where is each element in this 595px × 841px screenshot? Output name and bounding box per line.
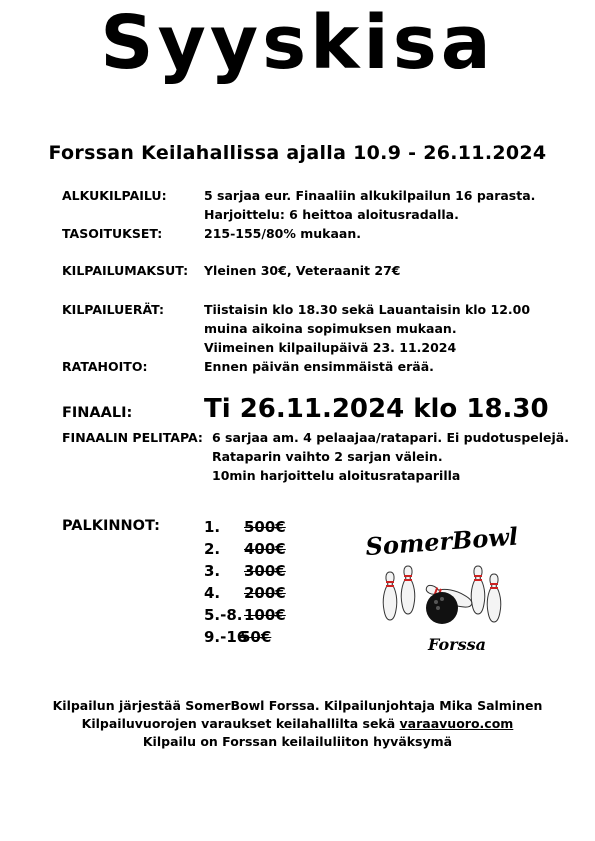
prize-amount: 100€ — [244, 606, 286, 624]
prize-amount: 500€ — [244, 518, 286, 536]
finaali-value: Ti 26.11.2024 klo 18.30 — [204, 394, 549, 424]
page-subtitle: Forssan Keilahallissa ajalla 10.9 - 26.11.2024 — [48, 142, 547, 164]
tasoitukset-label: TASOITUKSET: — [62, 226, 163, 241]
prize-row — [204, 584, 286, 602]
palkinnot-label: PALKINNOT: — [62, 518, 160, 534]
footer-line3: Kilpailu on Forssan keilailuliiton hyväksymä — [142, 734, 453, 749]
kilpailumaksut-value: Yleinen 30€, Veteraanit 27€ — [204, 263, 401, 278]
prize-row — [204, 540, 286, 558]
finaalin-pelitapa-line1: 6 sarjaa am. 4 pelaajaa/ratapari. Ei pudotuspelejä. — [212, 430, 569, 445]
kilpailuerat-line2: muina aikoina sopimuksen mukaan. — [204, 321, 457, 336]
footer-line2 — [0, 716, 595, 731]
bowling-ball-icon — [426, 592, 458, 624]
kilpailumaksut-label: KILPAILUMAKSUT: — [62, 263, 189, 278]
prize-amount: 50€ — [240, 628, 272, 646]
finaali-label: FINAALI: — [62, 405, 133, 421]
alkukilpailu-line1: 5 sarjaa eur. Finaaliin alkukilpailun 16 parasta. — [204, 188, 536, 203]
logo-brand-text: SomerBowl — [364, 521, 519, 562]
prize-amount: 400€ — [244, 540, 286, 558]
page-title: Syyskisa — [100, 0, 495, 86]
kilpailuerat-label: KILPAILUERÄT: — [62, 302, 165, 317]
ratahoito-value: Ennen päivän ensimmäistä erää. — [204, 359, 434, 374]
prize-rank: 5.-8. — [204, 606, 243, 624]
prize-row — [204, 562, 286, 580]
prize-rank: 9.-16 — [204, 628, 248, 646]
prize-rank: 1. — [204, 518, 221, 536]
prize-rank: 4. — [204, 584, 221, 602]
prize-rank: 2. — [204, 540, 221, 558]
kilpailuerat-line3: Viimeinen kilpailupäivä 23. 11.2024 — [204, 340, 457, 355]
prize-row — [204, 518, 286, 536]
logo-city-text: Forssa — [428, 635, 486, 654]
kilpailuerat-line1: Tiistaisin klo 18.30 sekä Lauantaisin klo 12.00 — [204, 302, 531, 317]
prize-rank: 3. — [204, 562, 221, 580]
alkukilpailu-line2: Harjoittelu: 6 heittoa aloitusradalla. — [204, 207, 459, 222]
varaavuoro-link[interactable]: varaavuoro.com — [399, 716, 514, 731]
prize-amount: 300€ — [244, 562, 286, 580]
prize-row — [204, 628, 271, 646]
bowling-pins-icon — [360, 520, 520, 660]
alkukilpailu-label: ALKUKILPAILU: — [62, 188, 167, 203]
ratahoito-label: RATAHOITO: — [62, 359, 148, 374]
prize-row — [204, 606, 286, 624]
somerbowl-logo — [360, 520, 520, 660]
footer-line2-text: Kilpailuvuorojen varaukset keilahallilta sekä — [81, 716, 400, 731]
tasoitukset-value: 215-155/80% mukaan. — [204, 226, 361, 241]
prize-amount: 200€ — [244, 584, 286, 602]
finaalin-pelitapa-label: FINAALIN PELITAPA: — [62, 430, 203, 445]
finaalin-pelitapa-line2: Rataparin vaihto 2 sarjan välein. — [212, 449, 443, 464]
footer-line1: Kilpailun järjestää SomerBowl Forssa. Kilpailunjohtaja Mika Salminen — [52, 698, 543, 713]
finaalin-pelitapa-line3: 10min harjoittelu aloitusrataparilla — [212, 468, 461, 483]
